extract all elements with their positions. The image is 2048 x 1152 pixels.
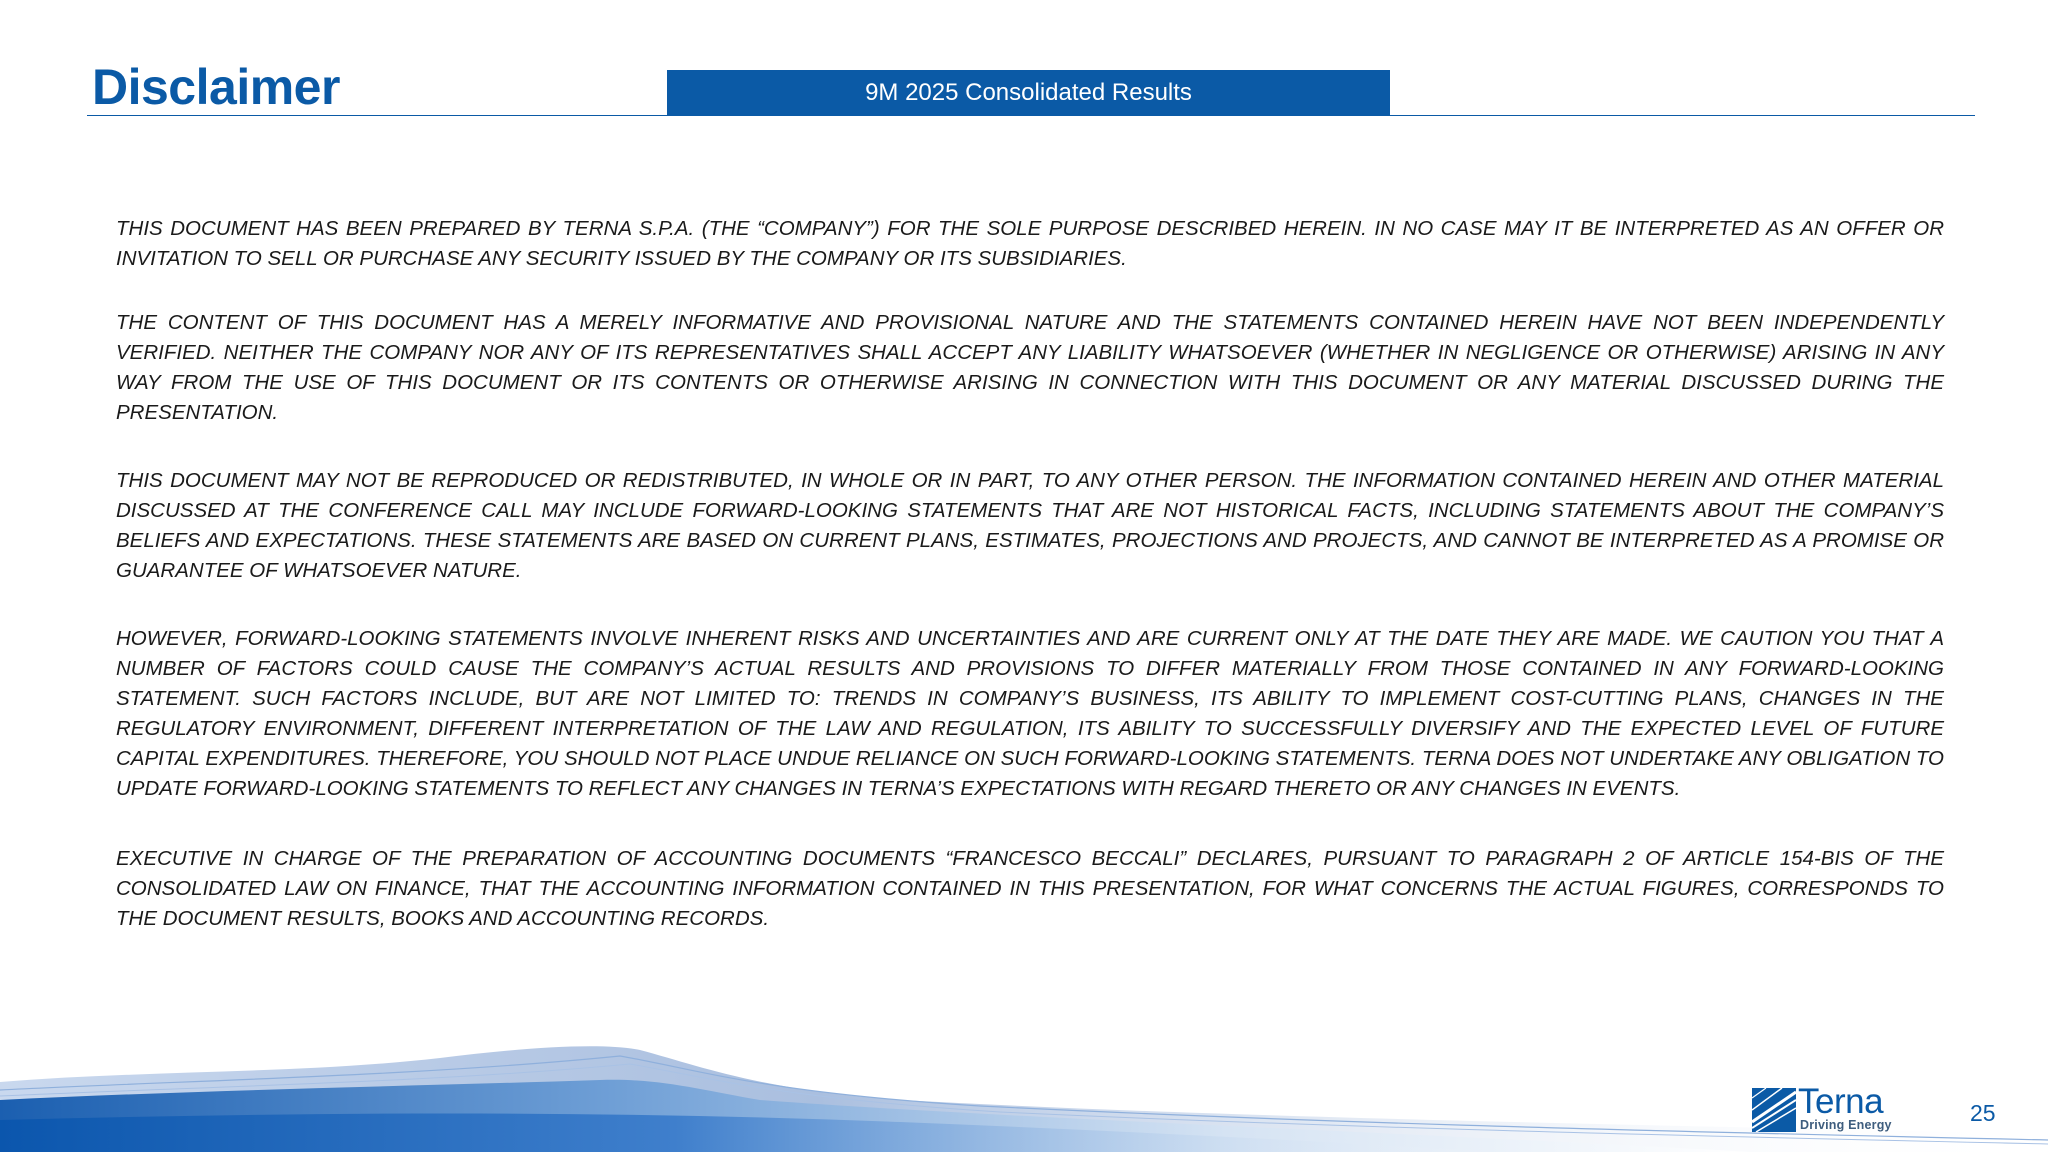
page-title: Disclaimer — [92, 59, 340, 115]
disclaimer-body — [116, 214, 1944, 968]
page-number: 25 — [1970, 1100, 1996, 1126]
disclaimer-paragraph-5: EXECUTIVE IN CHARGE OF THE PREPARATION OF ACCOUNTING DOCUMENTS “FRANCESCO BECCALI” DECLARES, PURSUANT TO PARAGRAPH 2 OF ARTICLE 154-BIS OF THE CONSOLIDATED LAW ON FINANCE, THAT THE ACCOUNTING INFORMATION CONTAINED IN THIS PRESENTATION, FOR WHAT CONCERNS THE ACTUAL FIGURES, CORRESPONDS TO THE DOCUMENT RESULTS, BOOKS AND ACCOUNTING RECORDS. — [116, 847, 1944, 930]
logo-wordmark: Terna — [1798, 1082, 1884, 1121]
disclaimer-paragraph-4: HOWEVER, FORWARD-LOOKING STATEMENTS INVOLVE INHERENT RISKS AND UNCERTAINTIES AND ARE CURRENT ONLY AT THE DATE THEY ARE MADE. WE CAUTION YOU THAT A NUMBER OF FACTORS COULD CAUSE THE COMPANY’S ACTUAL RESULTS AND PROVISIONS TO DIFFER MATERIALLY FROM THOSE CONTAINED IN ANY FORWARD-LOOKING STATEMENT. SUCH FACTORS INCLUDE, BUT ARE NOT LIMITED TO: TRENDS IN COMPANY’S BUSINESS, ITS ABILITY TO IMPLEMENT COST-CUTTING PLANS, CHANGES IN THE REGULATORY ENVIRONMENT, DIFFERENT INTERPRETATION OF THE LAW AND REGULATION, ITS ABILITY TO SUCCESSFULLY DIVERSIFY AND THE EXPECTED LEVEL OF FUTURE CAPITAL EXPENDITURES. THEREFORE, YOU SHOULD NOT PLACE UNDUE RELIANCE ON SUCH FORWARD-LOOKING STATEMENTS. TERNA DOES NOT UNDERTAKE ANY OBLIGATION TO UPDATE FORWARD-LOOKING STATEMENTS TO REFLECT ANY CHANGES IN TERNA’S EXPECTATIONS WITH REGARD THERETO OR ANY CHANGES IN EVENTS. — [116, 627, 1944, 800]
disclaimer-paragraph-2: THE CONTENT OF THIS DOCUMENT HAS A MERELY INFORMATIVE AND PROVISIONAL NATURE AND THE STATEMENTS CONTAINED HEREIN HAVE NOT BEEN INDEPENDENTLY VERIFIED. NEITHER THE COMPANY NOR ANY OF ITS REPRESENTATIVES SHALL ACCEPT ANY LIABILITY WHATSOEVER (WHETHER IN NEGLIGENCE OR OTHERWISE) ARISING IN ANY WAY FROM THE USE OF THIS DOCUMENT OR ITS CONTENTS OR OTHERWISE ARISING IN CONNECTION WITH THIS DOCUMENT OR ANY MATERIAL DISCUSSED DURING THE PRESENTATION. — [116, 311, 1944, 424]
terna-logo — [1752, 1082, 1894, 1134]
disclaimer-paragraph-1: THIS DOCUMENT HAS BEEN PREPARED BY TERNA S.P.A. (THE “COMPANY”) FOR THE SOLE PURPOSE DESCRIBED HEREIN. IN NO CASE MAY IT BE INTERPRETED AS AN OFFER OR INVITATION TO SELL OR PURCHASE ANY SECURITY ISSUED BY THE COMPANY OR ITS SUBSIDIARIES. — [116, 217, 1944, 270]
header-divider — [87, 115, 1975, 116]
logo-tagline: Driving Energy — [1800, 1118, 1892, 1132]
results-banner: 9M 2025 Consolidated Results — [667, 70, 1390, 116]
terna-logo-icon — [1752, 1088, 1796, 1132]
decorative-wave — [0, 1030, 2048, 1152]
disclaimer-paragraph-3: THIS DOCUMENT MAY NOT BE REPRODUCED OR REDISTRIBUTED, IN WHOLE OR IN PART, TO ANY OTHER PERSON. THE INFORMATION CONTAINED HEREIN AND OTHER MATERIAL DISCUSSED AT THE CONFERENCE CALL MAY INCLUDE FORWARD-LOOKING STATEMENTS THAT ARE NOT HISTORICAL FACTS, INCLUDING STATEMENTS ABOUT THE COMPANY’S BELIEFS AND EXPECTATIONS. THESE STATEMENTS ARE BASED ON CURRENT PLANS, ESTIMATES, PROJECTIONS AND PROJECTS, AND CANNOT BE INTERPRETED AS A PROMISE OR GUARANTEE OF WHATSOEVER NATURE. — [116, 469, 1944, 582]
